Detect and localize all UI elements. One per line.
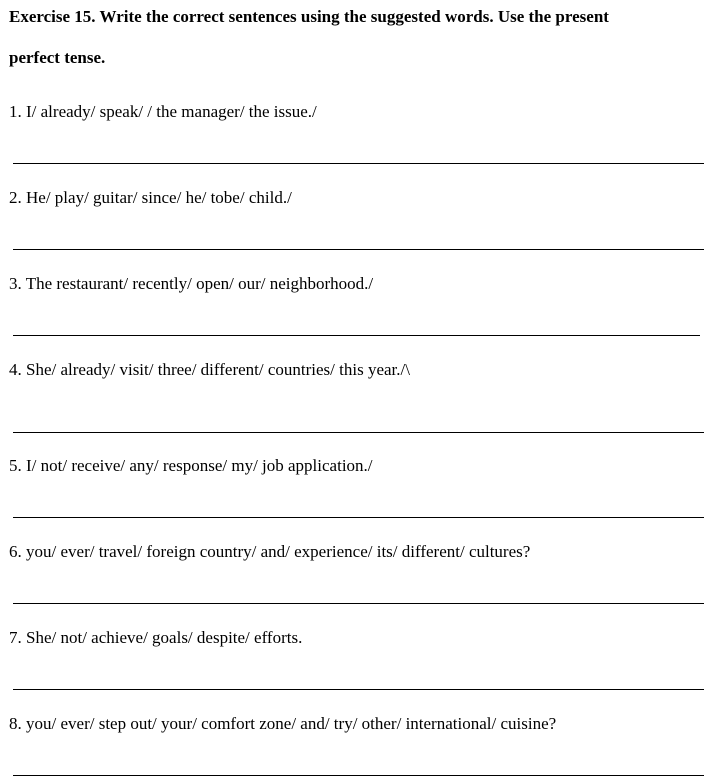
question-1: 1. I/ already/ speak/ / the manager/ the issue./: [9, 102, 317, 121]
question-2: 2. He/ play/ guitar/ since/ he/ tobe/ child./: [9, 188, 292, 207]
answer-line-7: [13, 689, 704, 690]
question-4: 4. She/ already/ visit/ three/ different/ countries/ this year./\: [9, 360, 410, 379]
answer-line-2: [13, 249, 704, 250]
answer-line-3: [13, 335, 700, 336]
question-5: 5. I/ not/ receive/ any/ response/ my/ job application./: [9, 456, 373, 475]
question-6: 6. you/ ever/ travel/ foreign country/ and/ experience/ its/ different/ cultures?: [9, 542, 531, 561]
answer-line-1: [13, 163, 704, 164]
answer-line-8: [13, 775, 704, 776]
answer-line-6: [13, 603, 704, 604]
exercise-title-line-2: perfect tense.: [9, 48, 106, 67]
question-8: 8. you/ ever/ step out/ your/ comfort zone/ and/ try/ other/ international/ cuisine?: [9, 714, 557, 733]
exercise-title-line-1: Exercise 15. Write the correct sentences using the suggested words. Use the present: [9, 7, 609, 26]
answer-line-5: [13, 517, 704, 518]
question-7: 7. She/ not/ achieve/ goals/ despite/ efforts.: [9, 628, 303, 647]
answer-line-4: [13, 432, 704, 433]
question-3: 3. The restaurant/ recently/ open/ our/ neighborhood./: [9, 274, 374, 293]
